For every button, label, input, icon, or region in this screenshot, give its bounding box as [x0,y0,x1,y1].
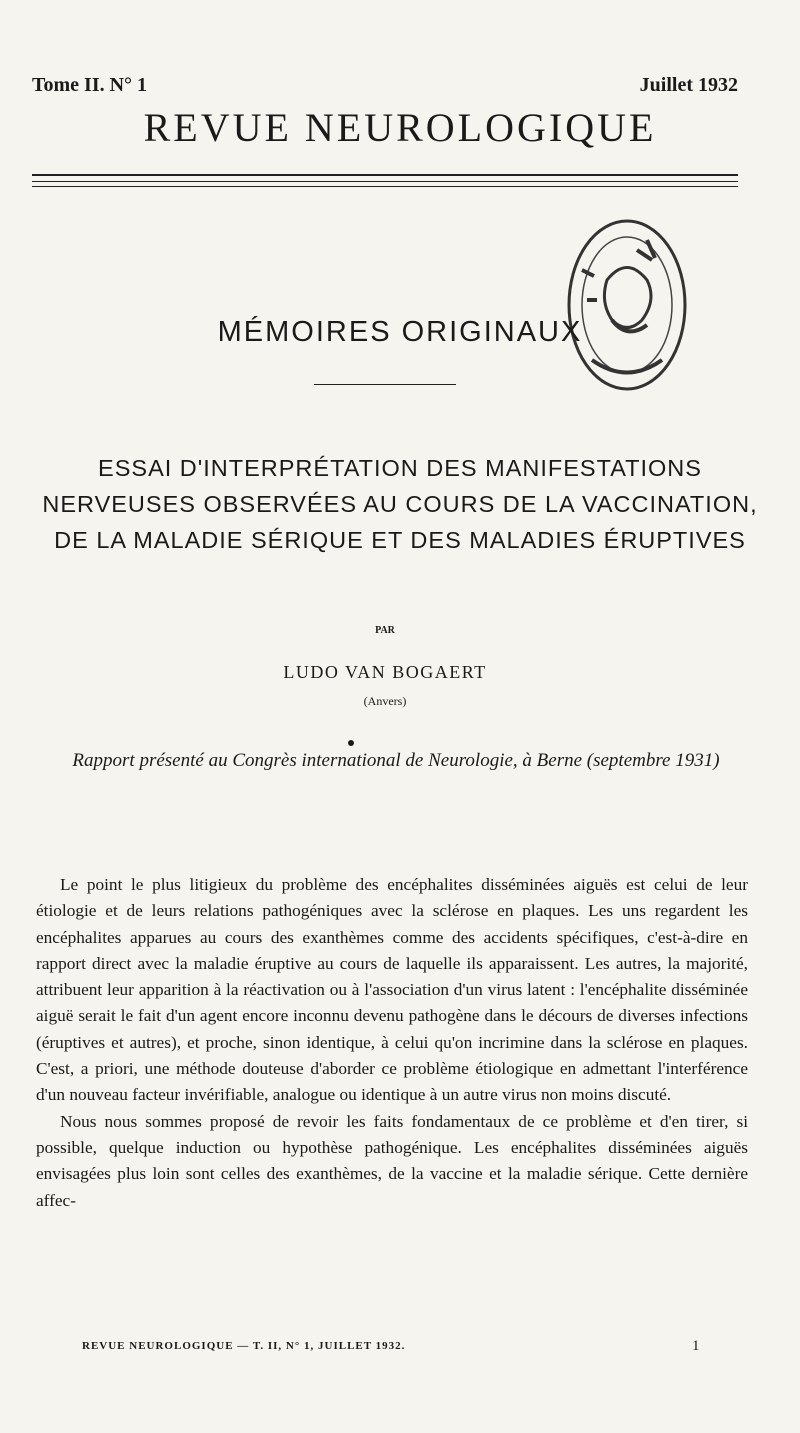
by-label: PAR [375,625,395,636]
report-note: Rapport présenté au Congrès international de Neurologie, à Berne (septembre 1931) [72,750,720,771]
stamp-seal-icon [552,210,702,400]
article-body [36,872,748,1214]
header-rule-thick [32,174,738,176]
page-number: 1 [692,1338,700,1354]
paragraph-1: Le point le plus litigieux du problème des encéphalites disséminées aiguës est celui de leur étiologie et de leurs relations pathogéniques avec la sclérose en plaques. Les uns regardent les encéphalites apparues au cours des exanthèmes comme des accidents spécifiques, c'est-à-dire en rapport direct avec la maladie éruptive au cours de laquelle ils apparaissent. Les autres, la majorité, attribuent leur apparition à la réactivation ou à l'association d'un virus latent : l'encéphalite disséminée aiguë serait le fait d'un agent encore inconnu devenu pathogène dans le décours de diverses infections (éruptives et autres), et proche, sinon identique, à celui qu'on incrimine dans la sclérose en plaques. C'est, a priori, une méthode douteuse d'aborder ce problème étiologique en admettant l'interférence d'un nouveau facteur invérifiable, analogue ou identique à un autre virus non moins discuté. [36,875,748,1105]
section-heading: MÉMOIRES ORIGINAUX [217,316,583,348]
library-stamp [552,210,702,405]
section-rule [314,384,456,385]
journal-title: REVUE NEUROLOGIQUE [143,105,657,150]
article-title: ESSAI D'INTERPRÉTATION DES MANIFESTATIONS NERVEUSES OBSERVÉES AU COURS DE LA VACCINATION, DE LA MALADIE SÉRIQUE ET DES MALADIES ÉRUPTIVES [42,455,758,553]
header-rule-thin-2 [32,186,738,187]
issue-date: Juillet 1932 [639,74,738,96]
volume-number: Tome II. N° 1 [32,74,148,96]
running-footer: REVUE NEUROLOGIQUE — T. II, N° 1, JUILLET 1932. [82,1340,406,1352]
paragraph-2: Nous nous sommes proposé de revoir les faits fondamentaux de ce problème et d'en tirer, si possible, quelque induction ou hypothèse pathogénique. Les encéphalites disséminées aiguës envisagées plus loin sont celles des exanthèmes, de la vaccine et la maladie sérique. Cette dernière affec- [36,1111,748,1210]
author-name: LUDO VAN BOGAERT [283,662,487,682]
author-affiliation: (Anvers) [363,694,407,708]
header-rule-thin [32,181,738,182]
